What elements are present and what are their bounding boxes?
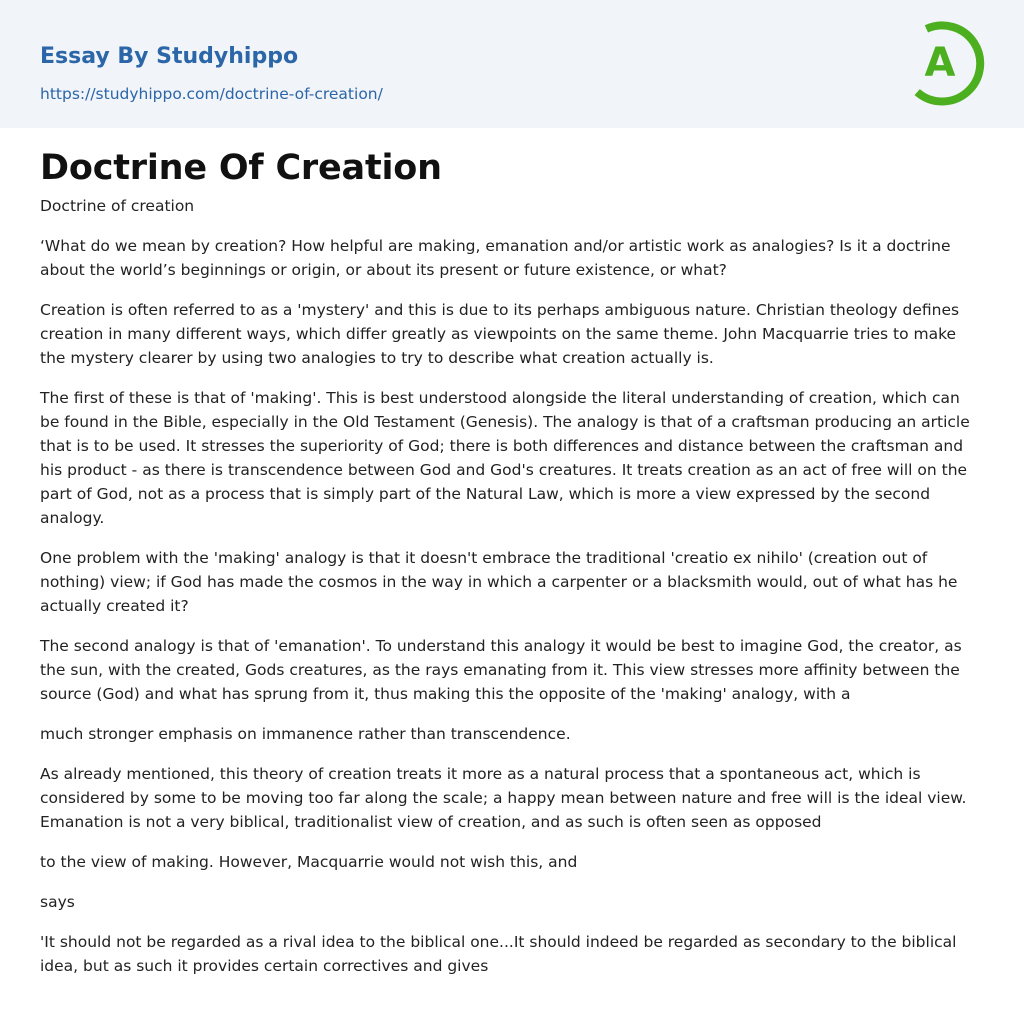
paragraph: Creation is often referred to as a 'mystery' and this is due to its perhaps ambiguous nature. Christian theology defines creation in many different ways, which differ greatly as viewpoints on the same theme. John Macquarrie tries to make the mystery clearer by using two analogies to try to describe what creation actually is. [40, 301, 960, 367]
paragraph: The first of these is that of 'making'. This is best understood alongside the literal understanding of creation, which can be found in the Bible, especially in the Old Testament (Genesis). The analogy is that of a craftsman producing an article that is to be used. It stresses the superiority of God; there is both differences and distance between the craftsman and his product - as there is transcendence between God and God's creatures. It treats creation as an act of free will on the part of God, not as a process that is simply part of the Natural Law, which is more a view expressed by the second analogy. [40, 389, 970, 527]
logo-letter: A [924, 40, 956, 86]
paragraph: to the view of making. However, Macquarrie would not wish this, and [40, 853, 578, 871]
article [40, 140, 984, 978]
logo-icon [904, 19, 988, 107]
paragraph: says [40, 893, 75, 911]
paragraph: The second analogy is that of 'emanation'. To understand this analogy it would be best to imagine God, the creator, as the sun, with the created, Gods creatures, as the rays emanating from it. This view stresses more affinity between the source (God) and what has sprung from it, thus making this the opposite of the 'making' analogy, with a [40, 637, 962, 703]
page-title: Doctrine Of Creation [40, 148, 442, 188]
paragraph: 'It should not be regarded as a rival idea to the biblical one...It should indeed be regarded as secondary to the biblical idea, but as such it provides certain correctives and gives [40, 933, 957, 975]
site-header [0, 0, 1024, 128]
studyhippo-logo[interactable] [904, 19, 988, 107]
paragraph: One problem with the 'making' analogy is that it doesn't embrace the traditional 'creatio ex nihilo' (creation out of nothing) view; if God has made the cosmos in the way in which a carpenter or a blacksmith would, out of what has he actually created it? [40, 549, 958, 615]
paragraph: much stronger emphasis on immanence rather than transcendence. [40, 725, 571, 743]
article-subtitle: Doctrine of creation [40, 197, 195, 215]
page-url-link[interactable]: https://studyhippo.com/doctrine-of-creation/ [40, 85, 383, 103]
site-brand[interactable]: Essay By Studyhippo [40, 44, 299, 69]
paragraph: ‘What do we mean by creation? How helpful are making, emanation and/or artistic work as analogies? Is it a doctrine about the world’s beginnings or origin, or about its present or future existence, or what? [40, 237, 951, 279]
paragraph: As already mentioned, this theory of creation treats it more as a natural process that a spontaneous act, which is considered by some to be moving too far along the scale; a happy mean between nature and free will is the ideal view. Emanation is not a very biblical, traditionalist view of creation, and as such is often seen as opposed [40, 765, 967, 831]
